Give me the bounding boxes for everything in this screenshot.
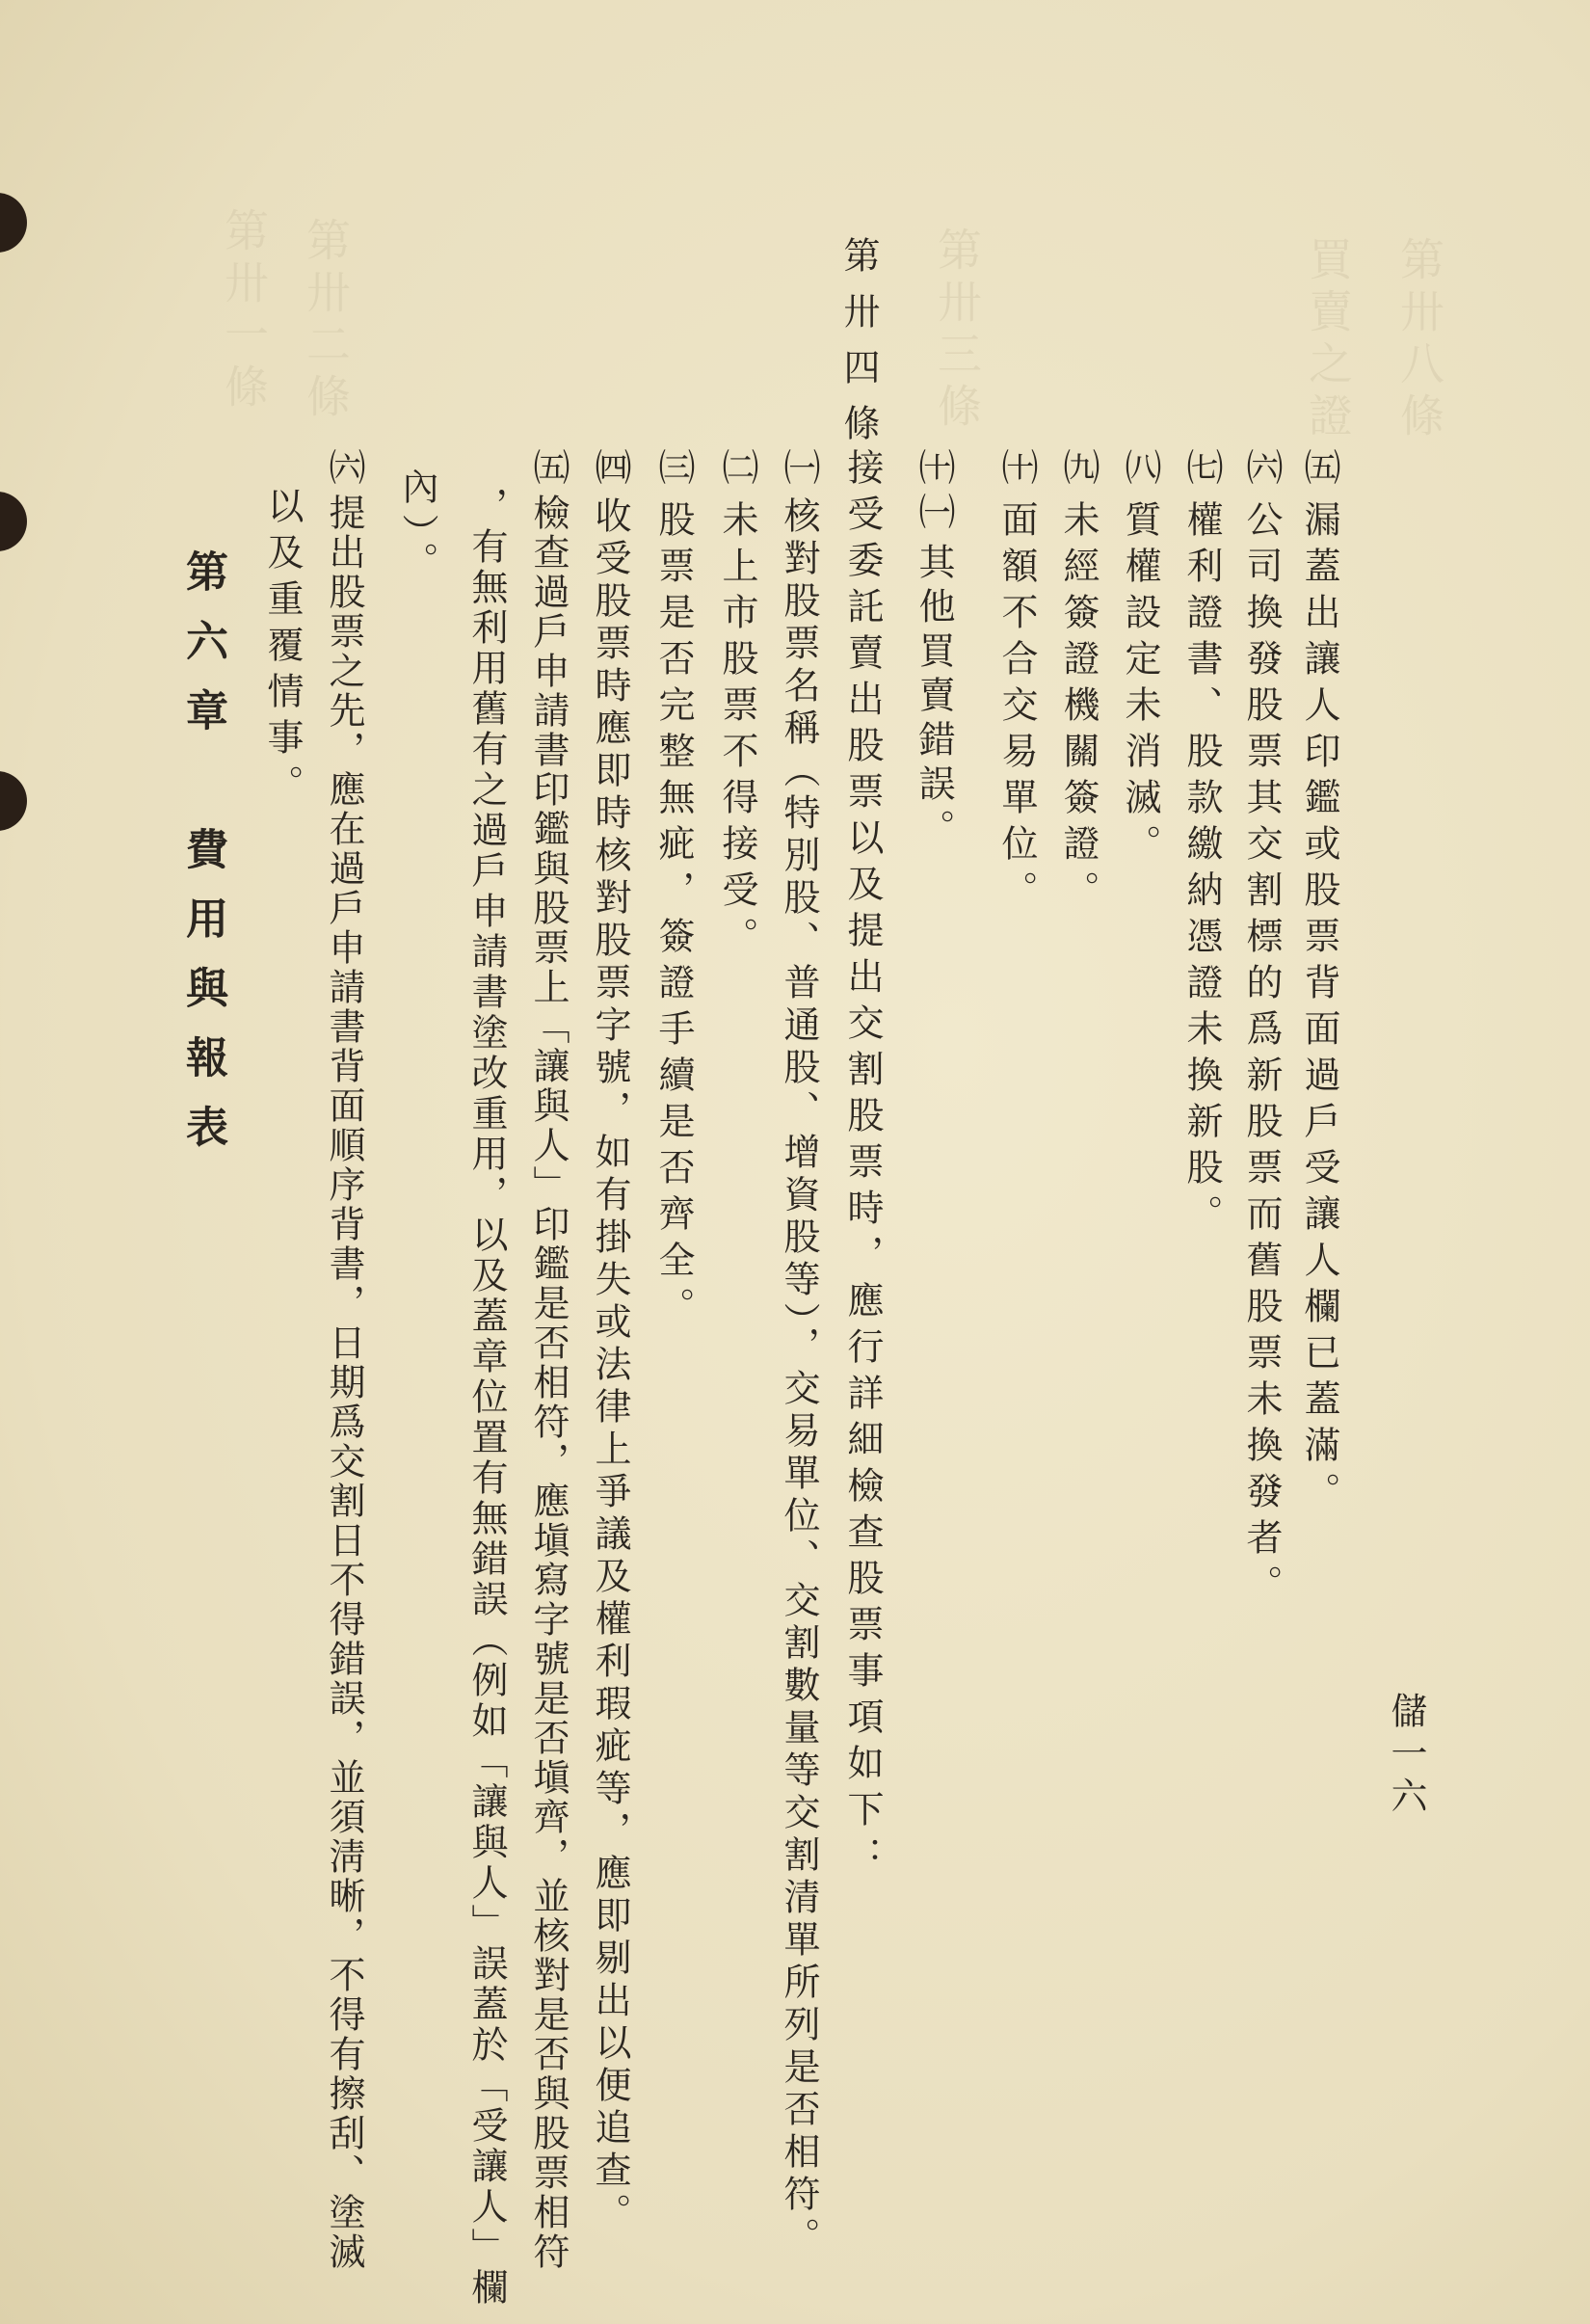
chapter-heading: 第六章 費用與報表: [178, 549, 227, 1174]
binding-hole: [0, 193, 27, 253]
bleed-through-text: 第卅三條: [931, 227, 983, 435]
bleed-through-text: 第卅八條: [1393, 236, 1445, 444]
list-item-continuation: 以及重覆情事。: [261, 487, 304, 811]
list-item: ㈩面額不合交易單位。: [995, 448, 1038, 917]
list-item: ㈠核對股票名稱（特別股、普通股、增資股等），交易單位、交割數量等交割清單所列是否相符。: [778, 448, 820, 2259]
list-item: ㈨未經簽證機關簽證。: [1057, 448, 1100, 917]
list-item: ㈤檢查過戶申請書印鑑與股票上「讓與人」印鑑是否相符，應塡寫字號是否塡齊，並核對是否與股票相符: [527, 448, 570, 2272]
bleed-through-text: 第卅二條: [300, 217, 352, 425]
list-item: ㈩㈠其他買賣錯誤。: [913, 448, 955, 853]
list-item: ㈤漏蓋出讓人印鑑或股票背面過戶受讓人欄已蓋滿。: [1298, 448, 1340, 1518]
page-number: 儲一六: [1385, 1692, 1427, 1819]
binding-hole: [0, 492, 27, 551]
list-item: ㈦權利證書、股款繳納憑證未換新股。: [1180, 448, 1223, 1241]
binding-hole: [0, 771, 27, 831]
list-item: ㈣收受股票時應即時核對股票字號，如有掛失或法律上爭議及權利瑕疵等，應即剔出以便追查。: [589, 448, 631, 2235]
bleed-through-text: 第卅一條: [218, 207, 270, 415]
list-item: ㈥提出股票之先，應在過戶申請書背面順序背書，日期爲交割日不得錯誤，並須淸晰，不得有擦刮、塗滅: [323, 448, 365, 2272]
list-item: ㈢股票是否完整無疵，簽證手續是否齊全。: [652, 448, 695, 1333]
list-item-continuation: 內）。: [396, 467, 438, 588]
list-item-continuation: ，有無利用舊有之過戶申請書塗改重用，以及蓋章位置有無錯誤（例如「讓與人」誤蓋於「受讓人」欄: [465, 487, 508, 2309]
list-item: ㈥公司換發股票其交割標的爲新股票而舊股票未換發者。: [1240, 448, 1283, 1611]
article-intro: 接受委託賣出股票以及提出交割股票時，應行詳細檢查股票事項如下：: [841, 448, 884, 1883]
article-heading: 第卅四條: [837, 236, 880, 460]
list-item: ㈧質權設定未消滅。: [1119, 448, 1161, 870]
list-item: ㈡未上市股票不得接受。: [716, 448, 758, 963]
bleed-through-text: 買賣之證: [1302, 236, 1354, 444]
